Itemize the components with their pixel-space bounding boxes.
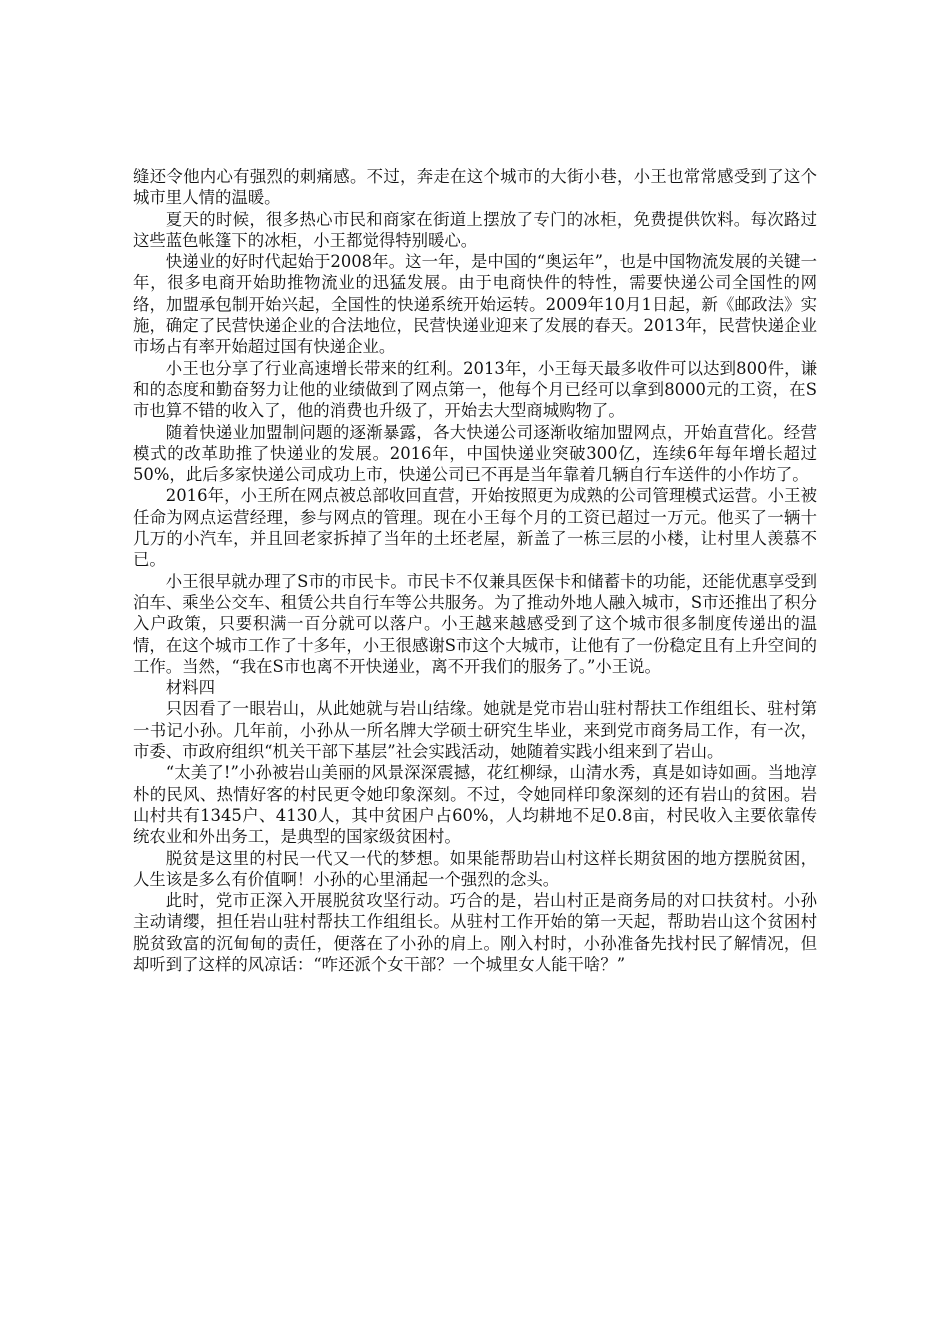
paragraph: 小王很早就办理了S市的市民卡。市民卡不仅兼具医保卡和储蓄卡的功能，还能优惠享受到泊车、乘坐公交车、租赁公共自行车等公共服务。为了推动外地人融入城市，S市还推出了积分入户政策，只要积满一百分就可以落户。小王越来越感受到了这个城市很多制度传递出的温情，在这个城市工作了十多年，小王很感谢S市这个大城市，让他有了一份稳定且有上升空间的工作。当然，“我在S市也离不开快递业，离不开我们的服务了。”小王说。 xyxy=(133,571,817,676)
paragraph: 此时，党市正深入开展脱贫攻坚行动。巧合的是，岩山村正是商务局的对口扶贫村。小孙主动请缨，担任岩山驻村帮扶工作组组长。从驻村工作开始的第一天起，帮助岩山这个贫困村脱贫致富的沉甸甸的责任，便落在了小孙的肩上。刚入村时，小孙准备先找村民了解情况，但却听到了这样的风凉话：“咋还派个女干部？一个城里女人能干啥？” xyxy=(133,891,817,974)
paragraph: 随着快递业加盟制问题的逐渐暴露，各大快递公司逐渐收缩加盟网点，开始直营化。经营模式的改革助推了快递业的发展。2016年，中国快递业突破300亿，连续6年每年增长超过50%，此后多家快递公司成功上市，快递公司已不再是当年靠着几辆自行车送件的小作坊了。 xyxy=(133,422,817,485)
paragraph: 2016年，小王所在网点被总部收回直营，开始按照更为成熟的公司管理模式运营。小王被任命为网点运营经理，参与网点的管理。现在小王每个月的工资已超过一万元。他买了一辆十几万的小汽车，并且回老家拆掉了当年的土坯老屋，新盖了一栋三层的小楼，让村里人羡慕不已。 xyxy=(133,486,817,570)
paragraph: 夏天的时候，很多热心市民和商家在街道上摆放了专门的冰柜，免费提供饮料。每次路过这些蓝色帐篷下的冰柜，小王都觉得特别暖心。 xyxy=(133,209,817,250)
paragraph: “太美了!”小孙被岩山美丽的风景深深震撼，花红柳绿，山清水秀，真是如诗如画。当地淳朴的民风、热情好客的村民更令她印象深刻。不过，令她同样印象深刻的还有岩山的贫困。岩山村共有1345户、4130人，其中贫困户占60%，人均耕地不足0.8亩，村民收入主要依靠传统农业和外出务工，是典型的国家级贫困村。 xyxy=(133,763,817,847)
paragraph: 快递业的好时代起始于2008年。这一年，是中国的“奥运年”，也是中国物流发展的关键一年，很多电商开始助推物流业的迅猛发展。由于电商快件的特性，需要快递公司全国性的网络，加盟承包制开始兴起，全国性的快递系统开始运转。2009年10月1日起，新《邮政法》实施，确定了民营快递企业的合法地位，民营快递业迎来了发展的春天。2013年，民营快递企业市场占有率开始超过国有快递企业。 xyxy=(133,252,817,357)
paragraph: 只因看了一眼岩山，从此她就与岩山结缘。她就是党市岩山驻村帮扶工作组组长、驻村第一书记小孙。几年前，小孙从一所名牌大学硕士研究生毕业，来到党市商务局工作，有一次，市委、市政府组织“机关干部下基层”社会实践活动，她随着实践小组来到了岩山。 xyxy=(133,699,817,762)
paragraph: 小王也分享了行业高速增长带来的红利。2013年，小王每天最多收件可以达到800件，谦和的态度和勤奋努力让他的业绩做到了网点第一，他每个月已经可以拿到8000元的工资，在S市也算不错的收入了，他的消费也升级了，开始去大型商城购物了。 xyxy=(133,358,817,421)
paragraph: 脱贫是这里的村民一代又一代的梦想。如果能帮助岩山村这样长期贫困的地方摆脱贫困，人生该是多么有价值啊！小孙的心里涌起一个强烈的念头。 xyxy=(133,848,817,889)
document-page xyxy=(133,166,817,975)
paragraph: 缝还令他内心有强烈的刺痛感。不过，奔走在这个城市的大街小巷，小王也常常感受到了这个城市里人情的温暖。 xyxy=(133,167,817,208)
section-heading: 材料四 xyxy=(165,678,215,698)
